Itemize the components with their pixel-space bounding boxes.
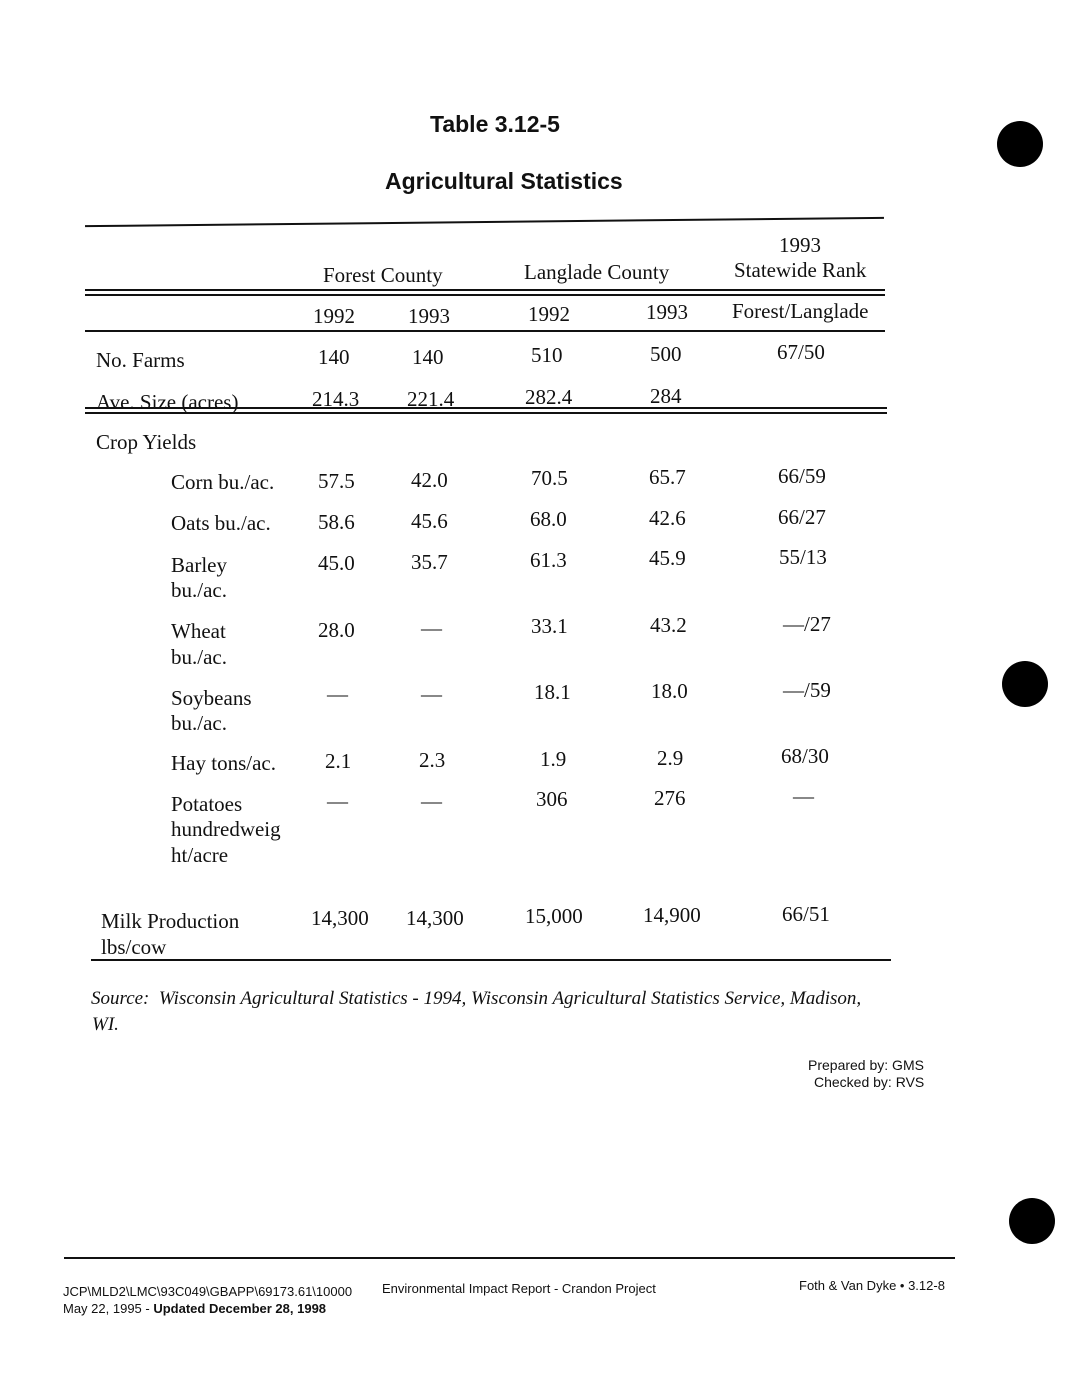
- table-bottom-rule: [91, 959, 891, 961]
- table-cell: 15,000: [525, 904, 583, 928]
- table-cell: 57.5: [318, 469, 355, 493]
- table-cell: 68.0: [530, 507, 567, 531]
- table-cell: 42.6: [649, 506, 686, 530]
- row-label-size: Ave. Size (acres): [96, 390, 239, 414]
- header-year-forest-1993: 1993: [408, 304, 450, 328]
- table-cell: 68/30: [781, 744, 829, 768]
- table-cell: —: [793, 784, 814, 808]
- table-cell: 140: [412, 345, 444, 369]
- row-label-barley-unit: bu./ac.: [171, 578, 227, 602]
- table-top-rule: [85, 217, 884, 227]
- table-cell: 14,300: [311, 906, 369, 930]
- punch-hole-middle: [1002, 661, 1048, 707]
- row-label-milk: Milk Production: [101, 909, 240, 933]
- row-label-barley: Barley: [171, 553, 227, 577]
- table-cell: 276: [654, 786, 686, 810]
- table-cell: 14,300: [406, 906, 464, 930]
- table-cell: 33.1: [531, 614, 568, 638]
- table-cell: 28.0: [318, 618, 355, 642]
- footer-report-title: Environmental Impact Report - Crandon Project: [382, 1281, 656, 1296]
- footer-rule: [64, 1257, 955, 1259]
- table-cell: —: [421, 682, 442, 706]
- table-cell: 14,900: [643, 903, 701, 927]
- row-label-farms: No. Farms: [96, 348, 185, 372]
- table-cell: 18.1: [534, 680, 571, 704]
- table-number: Table 3.12-5: [430, 111, 560, 137]
- table-cell: —: [327, 789, 348, 813]
- table-cell: 42.0: [411, 468, 448, 492]
- table-cell: 45.0: [318, 551, 355, 575]
- table-cell: 58.6: [318, 510, 355, 534]
- table-cell: 67/50: [777, 340, 825, 364]
- header-bottom-rule: [85, 330, 885, 332]
- header-double-rule-b: [85, 294, 885, 296]
- table-cell: 221.4: [407, 387, 455, 411]
- punch-hole-bottom: [1009, 1198, 1055, 1244]
- table-title: Agricultural Statistics: [385, 168, 623, 194]
- row-label-wheat: Wheat: [171, 619, 226, 643]
- footer-firm-page: Foth & Van Dyke • 3.12-8: [799, 1278, 945, 1293]
- header-rank-sub: Forest/Langlade: [732, 299, 869, 323]
- table-cell: 214.3: [312, 387, 360, 411]
- header-forest-county: Forest County: [323, 263, 443, 287]
- header-year-forest-1992: 1992: [313, 304, 355, 328]
- source-note-line2: WI.: [92, 1014, 119, 1035]
- source-prefix: Source:: [91, 988, 150, 1009]
- table-cell: —: [421, 789, 442, 813]
- table-cell: —/27: [783, 612, 831, 636]
- table-cell: 306: [536, 787, 568, 811]
- table-cell: —: [421, 616, 442, 640]
- table-cell: 500: [650, 342, 682, 366]
- table-cell: 2.3: [419, 748, 446, 772]
- table-cell: 282.4: [525, 385, 573, 409]
- punch-hole-top: [997, 121, 1043, 167]
- table-cell: 55/13: [779, 545, 827, 569]
- row-label-soybeans: Soybeans: [171, 686, 252, 710]
- row-label-soybeans-unit: bu./ac.: [171, 711, 227, 735]
- header-year-langlade-1992: 1992: [528, 302, 570, 326]
- row-label-hay: Hay tons/ac.: [171, 751, 276, 775]
- table-cell: 18.0: [651, 679, 688, 703]
- table-cell: 45.6: [411, 509, 448, 533]
- table-cell: 66/59: [778, 464, 826, 488]
- table-cell: 284: [650, 384, 682, 408]
- row-label-potatoes: Potatoes: [171, 792, 243, 816]
- checked-by: Checked by: RVS: [814, 1074, 925, 1090]
- table-cell: 2.1: [325, 749, 352, 773]
- table-cell: 65.7: [649, 465, 686, 489]
- header-double-rule-a: [85, 289, 885, 291]
- row-label-wheat-unit: bu./ac.: [171, 645, 227, 669]
- table-cell: 35.7: [411, 550, 448, 574]
- prepared-by: Prepared by: GMS: [808, 1057, 924, 1073]
- table-cell: 140: [318, 345, 350, 369]
- footer-date: [63, 1301, 326, 1316]
- table-cell: 45.9: [649, 546, 686, 570]
- table-cell: 66/51: [782, 902, 830, 926]
- table-cell: 2.9: [657, 746, 684, 770]
- row-label-milk-unit: lbs/cow: [101, 935, 167, 959]
- table-cell: —/59: [783, 678, 831, 702]
- section-crop-yields: Crop Yields: [96, 430, 197, 454]
- source-note: [91, 988, 861, 1010]
- table-cell: 66/27: [778, 505, 826, 529]
- row-label-corn: Corn bu./ac.: [171, 470, 275, 494]
- table-cell: 510: [531, 343, 563, 367]
- footer-file-path: JCP\MLD2\LMC\93C049\GBAPP\69173.61\10000: [63, 1284, 353, 1299]
- source-text: Wisconsin Agricultural Statistics - 1994, Wisconsin Agricultural Statistics Service, Madison,: [158, 988, 862, 1009]
- row-label-potatoes-unit-2: ht/acre: [171, 843, 229, 867]
- header-year-langlade-1993: 1993: [646, 300, 688, 324]
- row-label-potatoes-unit-1: hundredweig: [171, 817, 281, 841]
- table-cell: 70.5: [531, 466, 568, 490]
- header-langlade-county: Langlade County: [524, 260, 670, 284]
- header-rank-year: 1993: [779, 233, 821, 257]
- table-cell: —: [327, 682, 348, 706]
- table-cell: 1.9: [540, 747, 567, 771]
- row-label-oats: Oats bu./ac.: [171, 511, 271, 535]
- footer-date-prefix: May 22, 1995 -: [63, 1301, 154, 1316]
- table-cell: 43.2: [650, 613, 687, 637]
- header-rank-label: Statewide Rank: [734, 258, 867, 282]
- table-cell: 61.3: [530, 548, 567, 572]
- footer-updated: Updated December 28, 1998: [153, 1301, 327, 1316]
